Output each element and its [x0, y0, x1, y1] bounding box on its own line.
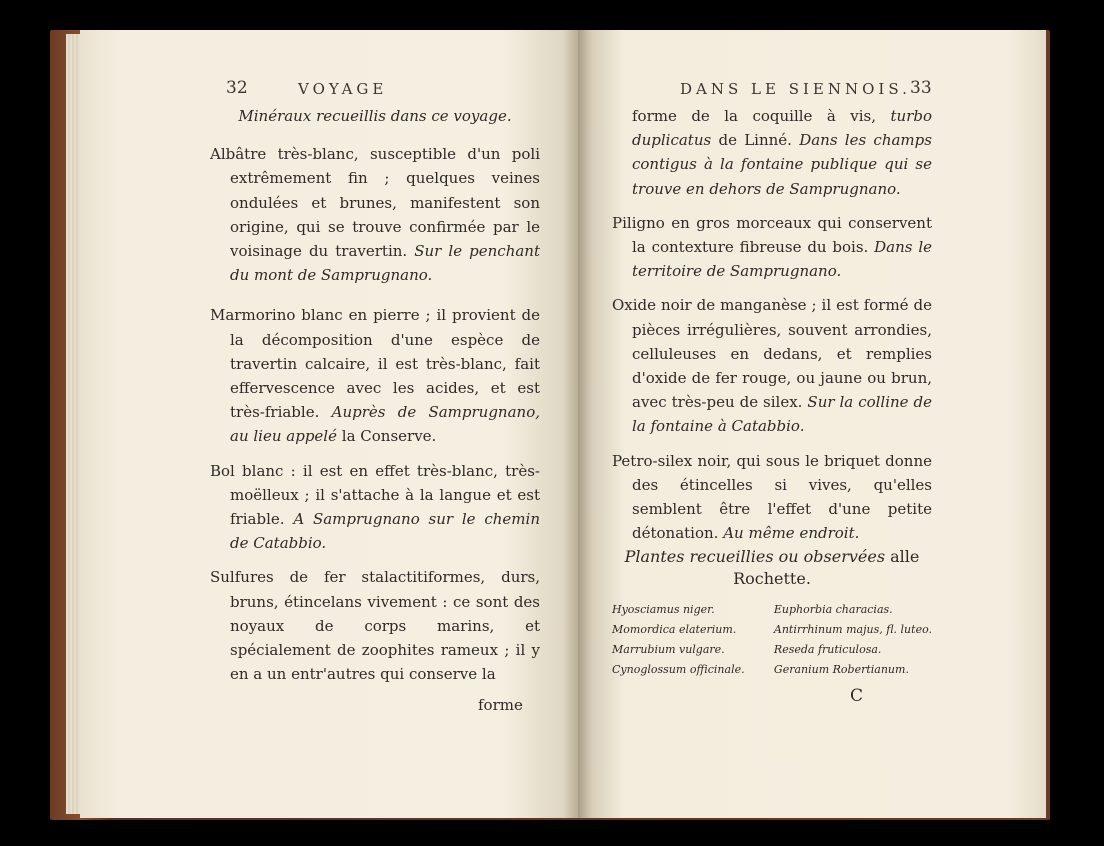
- plants-column-2: [774, 600, 932, 680]
- entry-text: Bol blanc : il est en effet très-blanc, très-moëlleux ; il s'attache à la langue et est friable.: [210, 461, 540, 529]
- plant-item: Hyosciamus niger.: [612, 603, 715, 616]
- plant-item: Antirrhinum majus, fl. luteo.: [773, 623, 932, 636]
- plants-title-italic: Plantes recueillies ou observées: [624, 547, 886, 566]
- plants-title: [612, 546, 932, 590]
- catchword: forme: [478, 696, 523, 714]
- entry-text: Marmorino blanc en pierre ; il provient de la décomposition d'une espèce de travertin calcaire, il est très-blanc, fait effervescence avec les acides, et est très-friable.: [210, 306, 540, 422]
- plants-list: [612, 600, 932, 680]
- plant-item: Cynoglossum officinale.: [612, 663, 745, 676]
- entry-continuation: [612, 104, 932, 201]
- entry-location: Auprès de Samprugnano, au lieu appelé: [230, 403, 540, 446]
- plant-item: Geranium Robertianum.: [773, 663, 909, 676]
- entry-petro-silex: [612, 449, 932, 546]
- entry-text: Piligno en gros morceaux qui conservent la contexture fibreuse du bois.: [612, 213, 932, 257]
- entry-location: Au même endroit.: [723, 524, 860, 543]
- right-page-number: 33: [910, 78, 932, 98]
- entry-piligno: [612, 211, 932, 284]
- entry-marmorino: [210, 303, 540, 448]
- section-title: Minéraux recueillis dans ce voyage.: [238, 107, 512, 125]
- entry-text: Petro-silex noir, qui sous le briquet donne des étincelles si vives, qu'elles semblent être l'effet d'une petite détonation.: [612, 451, 932, 543]
- entry-text: Albâtre très-blanc, susceptible d'un poli extrêmement fin ; quelques veines ondulées et brunes, manifestent son origine, qui se trouve confirmée par le voisinage du travertin.: [210, 145, 540, 261]
- plant-item: Momordica elaterium.: [612, 623, 737, 636]
- left-page-number: 32: [226, 78, 248, 98]
- entry-location: Dans le territoire de Samprugnano.: [632, 238, 932, 281]
- plant-item: Euphorbia characias.: [773, 603, 893, 616]
- entry-text: Oxide noir de manganèse ; il est formé de pièces irrégulières, souvent arrondies, celluleuses en dedans, et remplies d'oxide de fer rouge, ou jaune ou brun, avec très-peu de silex.: [612, 296, 932, 412]
- entry-location: Dans les champs contigus à la fontaine publique qui se trouve en dehors de Samprugnano.: [632, 131, 932, 198]
- entry-bol: [210, 459, 540, 556]
- entry-location: Sur le penchant du mont de Samprugnano.: [230, 242, 540, 285]
- entry-text: forme de la coquille à vis,: [632, 107, 877, 125]
- entry-location: A Samprugnano sur le chemin de Catabbio.: [230, 510, 540, 553]
- plant-item: Marrubium vulgare.: [612, 643, 725, 656]
- entry-oxide: [612, 293, 932, 438]
- left-text-block: [210, 104, 540, 696]
- right-text-block: [612, 104, 932, 555]
- entry-albatre: [210, 142, 540, 287]
- plants-title-tail: alle Rochette.: [733, 547, 920, 588]
- plants-column-1: [612, 600, 745, 680]
- entry-text: Sulfures de fer stalactitiformes, durs, bruns, étincelans vivement : ce sont des noyaux de corps marins, et spécialement de zoophites rameux ; il y en a un entr'autres qui conserve la: [210, 568, 540, 684]
- signature-mark: C: [850, 686, 864, 706]
- entry-species: turbo duplicatus: [632, 107, 932, 150]
- left-running-head: VOYAGE: [298, 80, 388, 98]
- entry-location: Sur la colline de la fontaine à Catabbio.: [632, 393, 932, 436]
- entry-tail: la Conserve.: [341, 427, 437, 446]
- plant-item: Reseda fruticulosa.: [773, 643, 882, 656]
- entry-sulfures: [210, 565, 540, 686]
- entry-tail: de Linné.: [718, 131, 792, 150]
- right-running-head: DANS LE SIENNOIS.: [680, 80, 911, 98]
